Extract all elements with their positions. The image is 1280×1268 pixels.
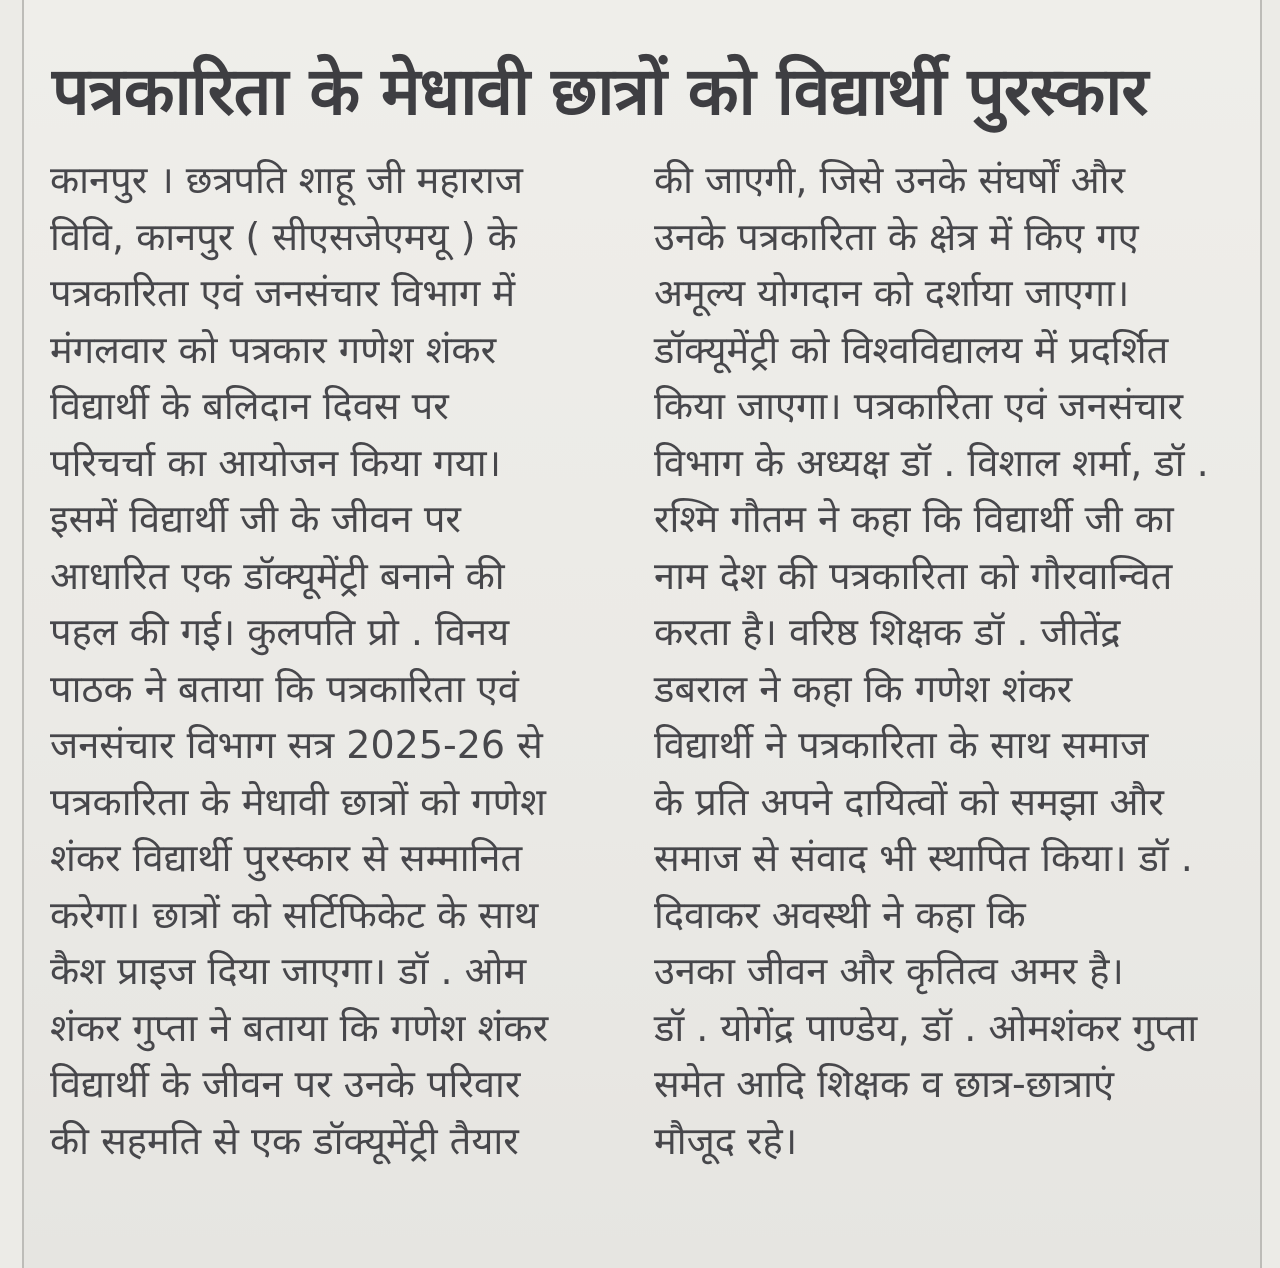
text-line: डॉ . योगेंद्र पाण्डेय, डॉ . ओमशंकर गुप्ता [654,1005,1198,1050]
text-line: की सहमति से एक डॉक्यूमेंट्री तैयार [50,1118,519,1163]
newspaper-clipping [22,0,1262,1268]
text-line: विवि, कानपुर ( सीएसजेएमयू ) के [50,214,517,259]
text-line: विद्यार्थी ने पत्रकारिता के साथ समाज [654,723,1149,767]
article-column-left [50,152,598,1169]
text-line: उनके पत्रकारिता के क्षेत्र में किए गए [654,214,1139,259]
text-line: पहल की गई। कुलपति प्रो . विनय [50,610,510,654]
text-line: विभाग के अध्यक्ष डॉ . विशाल शर्मा, डॉ . [654,440,1209,485]
text-line: उनका जीवन और कृतित्व अमर है। [654,949,1124,993]
text-line: अमूल्य योगदान को दर्शाया जाएगा। [654,271,1130,315]
text-line: इसमें विद्यार्थी जी के जीवन पर [50,497,461,541]
text-line: नाम देश की पत्रकारिता को गौरवान्वित [654,553,1173,598]
text-line: रश्मि गौतम ने कहा कि विद्यार्थी जी का [654,497,1174,541]
text-line: शंकर गुप्ता ने बताया कि गणेश शंकर [50,1005,549,1050]
text-line: मंगलवार को पत्रकार गणेश शंकर [50,327,497,372]
text-line: पत्रकारिता के मेधावी छात्रों को गणेश [50,779,546,824]
text-line: जनसंचार विभाग सत्र 2025-26 से [50,723,543,767]
text-line: समेत आदि शिक्षक व छात्र-छात्राएं [654,1062,1114,1106]
text-line: पाठक ने बताया कि पत्रकारिता एवं [50,666,519,711]
text-line: मौजूद रहे। [654,1118,798,1163]
text-line: समाज से संवाद भी स्थापित किया। डॉ . [654,836,1193,880]
text-line: करेगा। छात्रों को सर्टिफिकेट के साथ [50,892,539,937]
text-line: के प्रति अपने दायित्वों को समझा और [654,779,1164,824]
text-line: विद्यार्थी के बलिदान दिवस पर [50,384,449,428]
text-line: विद्यार्थी के जीवन पर उनके परिवार [50,1062,521,1106]
text-line: दिवाकर अवस्थी ने कहा कि [654,892,1026,937]
headline: पत्रकारिता के मेधावी छात्रों को विद्यार्थी पुरस्कार [52,53,1148,130]
article-column-right [654,152,1234,1169]
text-line: कैश प्राइज दिया जाएगा। डॉ . ओम [50,949,527,993]
text-line: डबराल ने कहा कि गणेश शंकर [654,666,1073,711]
text-line: शंकर विद्यार्थी पुरस्कार से सम्मानित [50,836,523,880]
text-line: आधारित एक डॉक्यूमेंट्री बनाने की [50,553,505,598]
text-line: पत्रकारिता एवं जनसंचार विभाग में [50,271,516,315]
text-line: की जाएगी, जिसे उनके संघर्षों और [654,158,1125,202]
text-line: परिचर्चा का आयोजन किया गया। [50,440,502,485]
text-line: डॉक्यूमेंट्री को विश्वविद्यालय में प्रदर्शित [654,327,1169,372]
text-line: कानपुर । छत्रपति शाहू जी महाराज [50,158,523,202]
text-line: करता है। वरिष्ठ शिक्षक डॉ . जीतेंद्र [654,610,1121,654]
text-line: किया जाएगा। पत्रकारिता एवं जनसंचार [654,384,1184,428]
